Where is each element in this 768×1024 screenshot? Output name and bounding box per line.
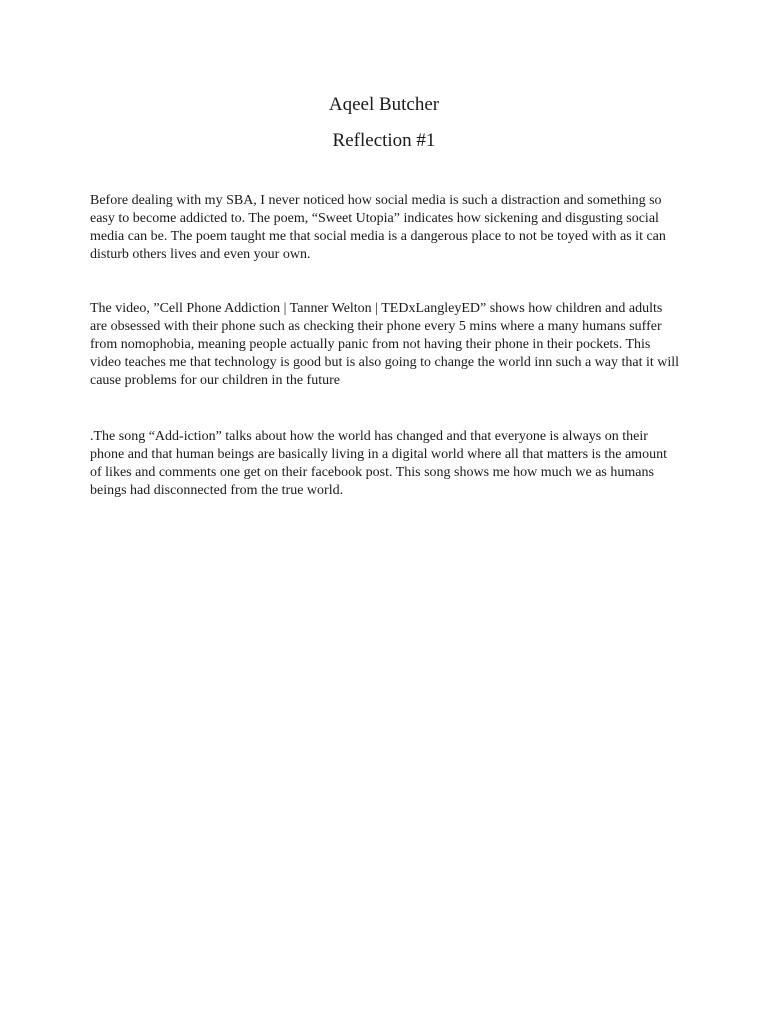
paragraph-poem: Before dealing with my SBA, I never noticed how social media is such a distraction and something so easy to become addicted to. The poem, “Sweet Utopia” indicates how sickening and disgusting social media can be. The poem taught me that social media is a dangerous place to not be toyed with as it can disturb others lives and even your own. bbox=[90, 193, 666, 262]
author-name: Aqeel Butcher bbox=[328, 94, 440, 115]
document-title: Reflection #1 bbox=[332, 130, 436, 151]
paragraph-song: .The song “Add-iction” talks about how the world has changed and that everyone is always on their phone and that human beings are basically living in a digital world where all that matters is the amount of likes and comments one get on their facebook post. This song shows me how much we as humans beings had disconnected from the true world. bbox=[90, 429, 667, 498]
paragraph-video: The video, ”Cell Phone Addiction | Tanner Welton | TEDxLangleyED” shows how children and adults are obsessed with their phone such as checking their phone every 5 mins where a many humans suffer from nomophobia, meaning people actually panic from not having their phone in their pockets. This video teaches me that technology is good but is also going to change the world inn such a way that it will cause problems for our children in the future bbox=[90, 301, 680, 388]
